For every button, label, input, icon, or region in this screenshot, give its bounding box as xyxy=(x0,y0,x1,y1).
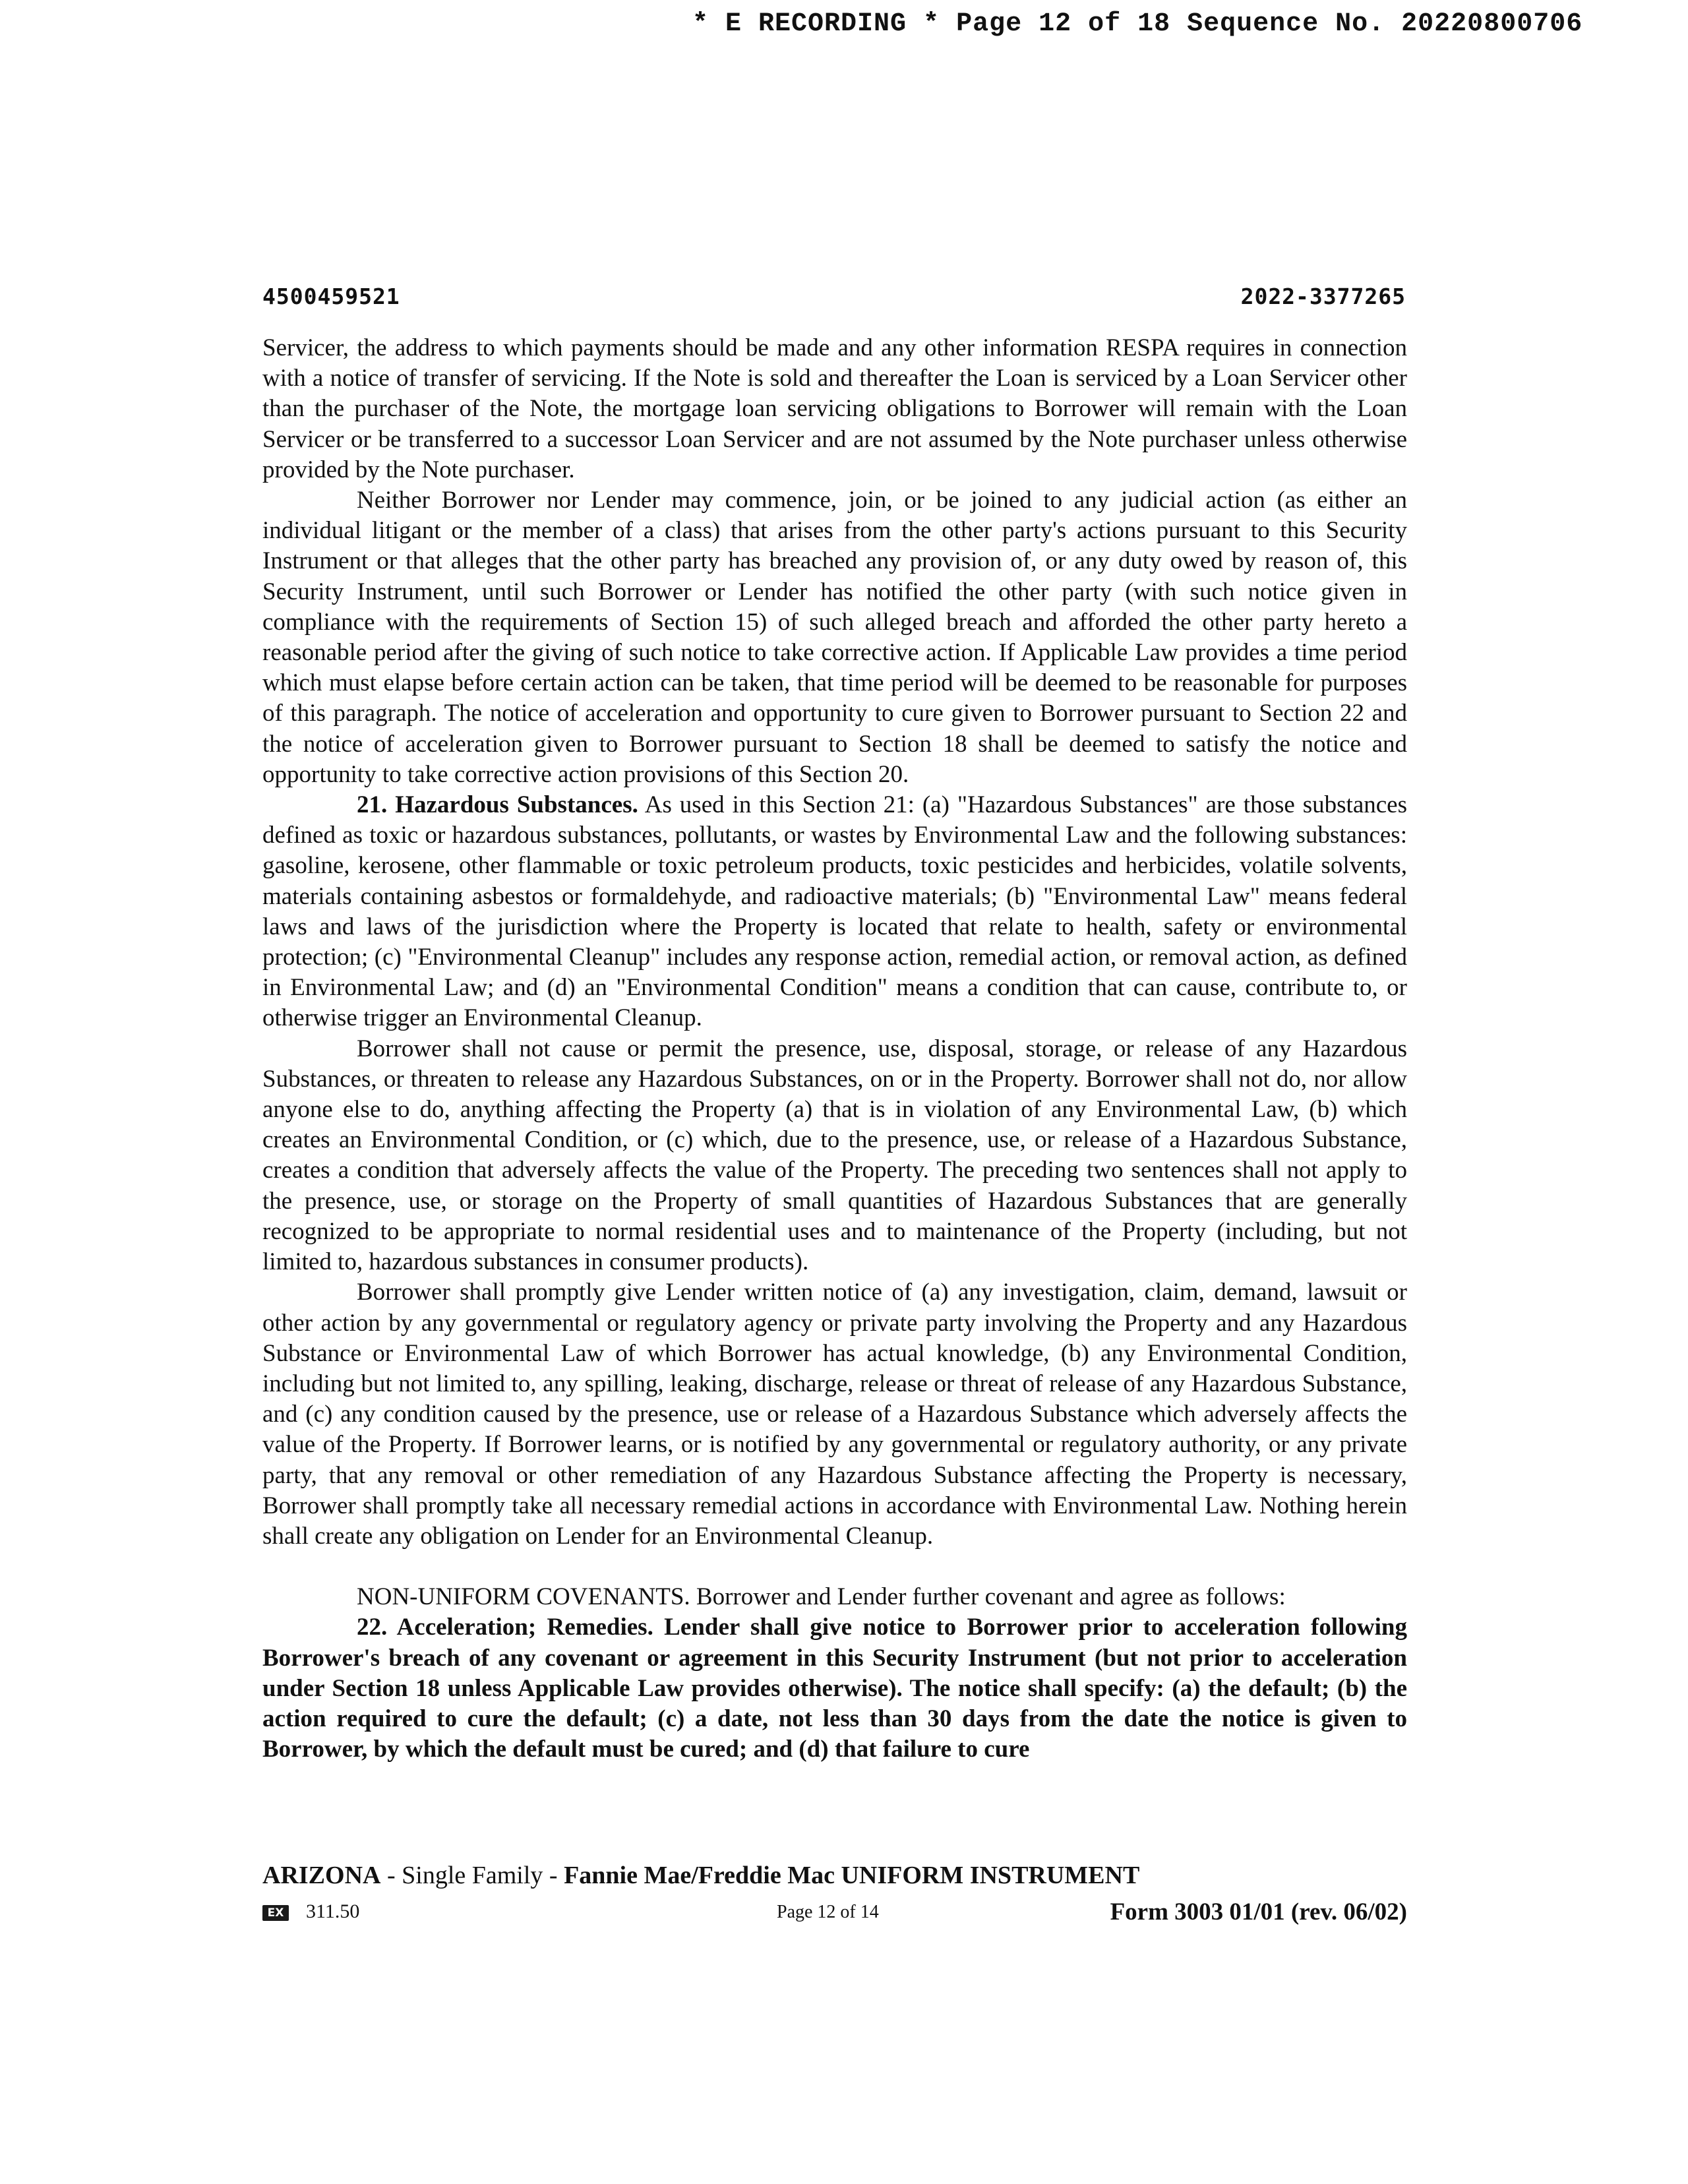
paragraph-servicer: Servicer, the address to which payments should be made and any other information RESPA requires in connection with a notice of transfer of servicing. If the Note is sold and thereafter the Loan is serviced by a Loan Servicer other than the purchaser of the Note, the mortgage loan servicing obligations to Borrower will remain with the Loan Servicer or be transferred to a successor Loan Servicer and are not assumed by the Note purchaser unless otherwise provided by the Note purchaser. xyxy=(262,334,1407,483)
footer-instrument-line xyxy=(262,1861,1139,1890)
paragraph-judicial-action: Neither Borrower nor Lender may commence, join, or be joined to any judicial action (as either an individual litigant or the member of a class) that arises from the other party's actions pursuant to this Security Instrument or that alleges that the other party has breached any provision of, or any duty owed by reason of, this Security Instrument, until such Borrower or Lender has notified the other party (with such notice given in compliance with the requirements of Section 15) of such alleged breach and afforded the other party hereto a reasonable period after the giving of such notice to take corrective action. If Applicable Law provides a time period which must elapse before certain action can be taken, that time period will be deemed to be reasonable for purposes of this paragraph. The notice of acceleration and opportunity to cure given to Borrower pursuant to Section 22 and the notice of acceleration given to Borrower pursuant to Section 18 shall be deemed to satisfy the notice and opportunity to take corrective action provisions of this Section 20. xyxy=(262,487,1407,788)
section-21-hazardous-substances xyxy=(262,790,1407,1034)
footer-page-number: Page 12 of 14 xyxy=(777,1902,879,1922)
document-body xyxy=(262,333,1407,1765)
paragraph-borrower-notice: Borrower shall promptly give Lender written notice of (a) any investigation, claim, demand, lawsuit or other action by any governmental or regulatory agency or private party involving the Property and any Hazardous Substance or Environmental Law of which Borrower has actual knowledge, (b) any Environmental Condition, including but not limited to, any spilling, leaking, discharge, release or threat of release of any Hazardous Substance, and (c) any condition caused by the presence, use or release of a Hazardous Substance which adversely affects the value of the Property. If Borrower learns, or is notified by any governmental or regulatory authority, or any private party, that any removal or other remediation of any Hazardous Substance affecting the Property is necessary, Borrower shall promptly take all necessary remedial actions in accordance with Environmental Law. Nothing herein shall create any obligation on Lender for an Environmental Cleanup. xyxy=(262,1279,1407,1550)
recording-stamp: * E RECORDING * Page 12 of 18 Sequence No. 20220800706 xyxy=(692,9,1583,39)
non-uniform-covenants: NON-UNIFORM COVENANTS. Borrower and Lender further covenant and agree as follows: xyxy=(357,1583,1286,1611)
footer-form-number: Form 3003 01/01 (rev. 06/02) xyxy=(1110,1898,1407,1926)
ex-logo-icon: EX xyxy=(262,1905,289,1921)
paragraph-borrower-shall-not: Borrower shall not cause or permit the presence, use, disposal, storage, or release of any Hazardous Substances, or threaten to release any Hazardous Substances, on or in the Property. Borrower shall not do, nor allow anyone else to do, anything affecting the Property (a) that is in violation of any Environmental Law, (b) which creates an Environmental Condition, or (c) which, due to the presence, use, or release of a Hazardous Substance, creates a condition that adversely affects the value of the Property. The preceding two sentences shall not apply to the presence, use, or storage on the Property of small quantities of Hazardous Substances that are generally recognized to be appropriate to normal residential uses and to maintenance of the Property (including, but not limited to, hazardous substances in consumer products). xyxy=(262,1035,1407,1276)
section-21-text: As used in this Section 21: (a) "Hazardous Substances" are those substances defined as toxic or hazardous substances, pollutants, or wastes by Environmental Law and the following substances: gasoline, kerosene, other flammable or toxic petroleum products, toxic pesticides and herbicides, volatile solvents, materials containing asbestos or formaldehyde, and radioactive materials; (b) "Environmental Law" means federal laws and laws of the jurisdiction where the Property is located that relate to health, safety or environmental protection; (c) "Environmental Cleanup" includes any response action, remedial action, or removal action, as defined in Environmental Law; and (d) an "Environmental Condition" means a condition that can cause, contribute to, or otherwise trigger an Environmental Cleanup. xyxy=(262,791,1407,1032)
footer-code-text: 311.50 xyxy=(306,1900,360,1922)
section-22-acceleration: 22. Acceleration; Remedies. Lender shall give notice to Borrower prior to acceleration following Borrower's breach of any covenant or agreement in this Security Instrument (but not prior to acceleration under Section 18 unless Applicable Law provides otherwise). The notice shall specify: (a) the default; (b) the action required to cure the default; (c) a date, not less than 30 days from the date the notice is given to Borrower, by which the default must be cured; and (d) that failure to cure xyxy=(262,1614,1407,1763)
footer-form-line xyxy=(262,1898,1407,1927)
footer-family-type: - Single Family - xyxy=(380,1862,564,1889)
footer-instrument: Fannie Mae/Freddie Mac UNIFORM INSTRUMENT xyxy=(564,1862,1140,1889)
section-21-heading: 21. Hazardous Substances. xyxy=(357,791,638,819)
footer-form-code xyxy=(262,1900,359,1923)
loan-number: 4500459521 xyxy=(262,284,400,309)
document-number: 2022-3377265 xyxy=(1240,284,1406,309)
footer-state: ARIZONA xyxy=(262,1862,381,1889)
